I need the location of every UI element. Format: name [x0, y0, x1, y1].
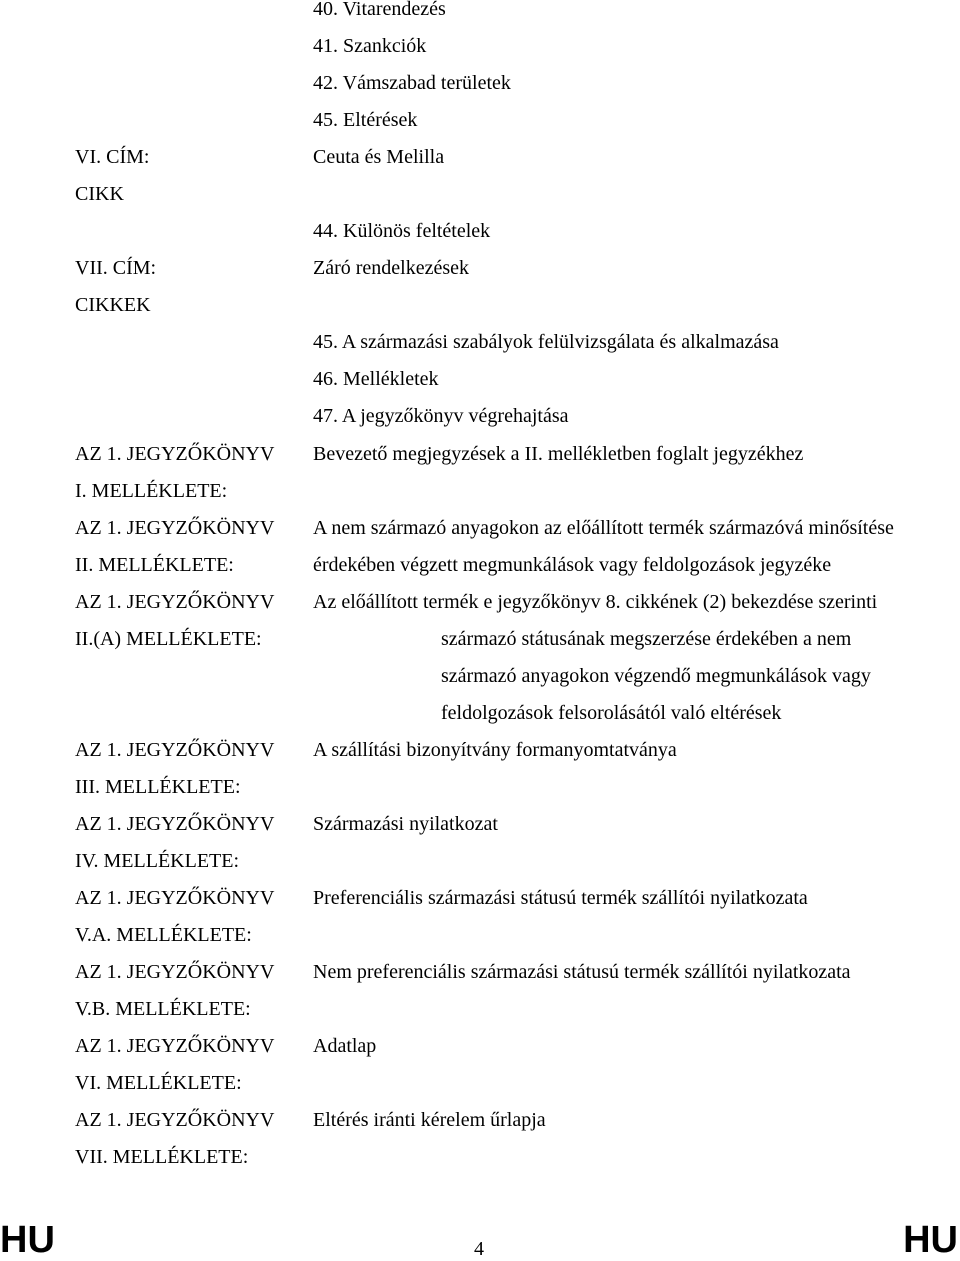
- annex-label: V.A. MELLÉKLETE:: [75, 924, 252, 946]
- title-label: VI. CÍM:: [75, 146, 150, 168]
- toc-item: 45. A származási szabályok felülvizsgálata és alkalmazása: [313, 331, 779, 353]
- annex-label: VII. MELLÉKLETE:: [75, 1146, 249, 1168]
- protocol-label: AZ 1. JEGYZŐKÖNYV: [75, 813, 275, 835]
- protocol-label: AZ 1. JEGYZŐKÖNYV: [75, 1109, 275, 1131]
- protocol-label: AZ 1. JEGYZŐKÖNYV: [75, 961, 275, 983]
- toc-item: 41. Szankciók: [313, 35, 427, 57]
- toc-item: 44. Különös feltételek: [313, 220, 491, 242]
- protocol-label: AZ 1. JEGYZŐKÖNYV: [75, 887, 275, 909]
- annex-title: Preferenciális származási státusú termék szállítói nyilatkozata: [313, 887, 808, 909]
- annex-title: Az előállított termék e jegyzőkönyv 8. cikkének (2) bekezdése szerinti: [313, 591, 878, 613]
- annex-title: A szállítási bizonyítvány formanyomtatványa: [313, 739, 677, 761]
- footer-lang-left: HU: [0, 1219, 55, 1261]
- annex-title: Adatlap: [313, 1035, 377, 1057]
- annex-title: Eltérés iránti kérelem űrlapja: [313, 1109, 546, 1131]
- annex-title: származó státusának megszerzése érdekében a nem: [441, 628, 852, 650]
- annex-label: VI. MELLÉKLETE:: [75, 1072, 242, 1094]
- footer-lang-right: HU: [903, 1219, 958, 1261]
- protocol-label: AZ 1. JEGYZŐKÖNYV: [75, 517, 275, 539]
- annex-label: I. MELLÉKLETE:: [75, 480, 228, 502]
- toc-item: 47. A jegyzőkönyv végrehajtása: [313, 405, 569, 427]
- annex-label: III. MELLÉKLETE:: [75, 776, 241, 798]
- annex-title: Származási nyilatkozat: [313, 813, 498, 835]
- title-text: Ceuta és Melilla: [313, 146, 445, 168]
- toc-item: 42. Vámszabad területek: [313, 72, 511, 94]
- protocol-label: AZ 1. JEGYZŐKÖNYV: [75, 739, 275, 761]
- toc-item: 40. Vitarendezés: [313, 0, 446, 20]
- annex-title: Bevezető megjegyzések a II. mellékletben foglalt jegyzékhez: [313, 443, 804, 465]
- page-number: 4: [474, 1238, 484, 1260]
- annex-title: származó anyagokon végzendő megmunkálások vagy: [441, 665, 871, 687]
- title-text: Záró rendelkezések: [313, 257, 470, 279]
- protocol-label: AZ 1. JEGYZŐKÖNYV: [75, 1035, 275, 1057]
- annex-label: II.(A) MELLÉKLETE:: [75, 628, 262, 650]
- toc-item: 46. Mellékletek: [313, 368, 439, 390]
- annex-title: A nem származó anyagokon az előállított termék származóvá minősítése: [313, 517, 894, 539]
- article-label: CIKKEK: [75, 294, 151, 316]
- article-label: CIKK: [75, 183, 124, 205]
- annex-title: érdekében végzett megmunkálások vagy feldolgozások jegyzéke: [313, 554, 832, 576]
- toc-item: 45. Eltérések: [313, 109, 418, 131]
- annex-label: IV. MELLÉKLETE:: [75, 850, 240, 872]
- protocol-label: AZ 1. JEGYZŐKÖNYV: [75, 443, 275, 465]
- annex-label: V.B. MELLÉKLETE:: [75, 998, 251, 1020]
- annex-title: feldolgozások felsorolásától való eltérések: [441, 702, 782, 724]
- annex-label: II. MELLÉKLETE:: [75, 554, 234, 576]
- title-label: VII. CÍM:: [75, 257, 157, 279]
- annex-title: Nem preferenciális származási státusú termék szállítói nyilatkozata: [313, 961, 851, 983]
- protocol-label: AZ 1. JEGYZŐKÖNYV: [75, 591, 275, 613]
